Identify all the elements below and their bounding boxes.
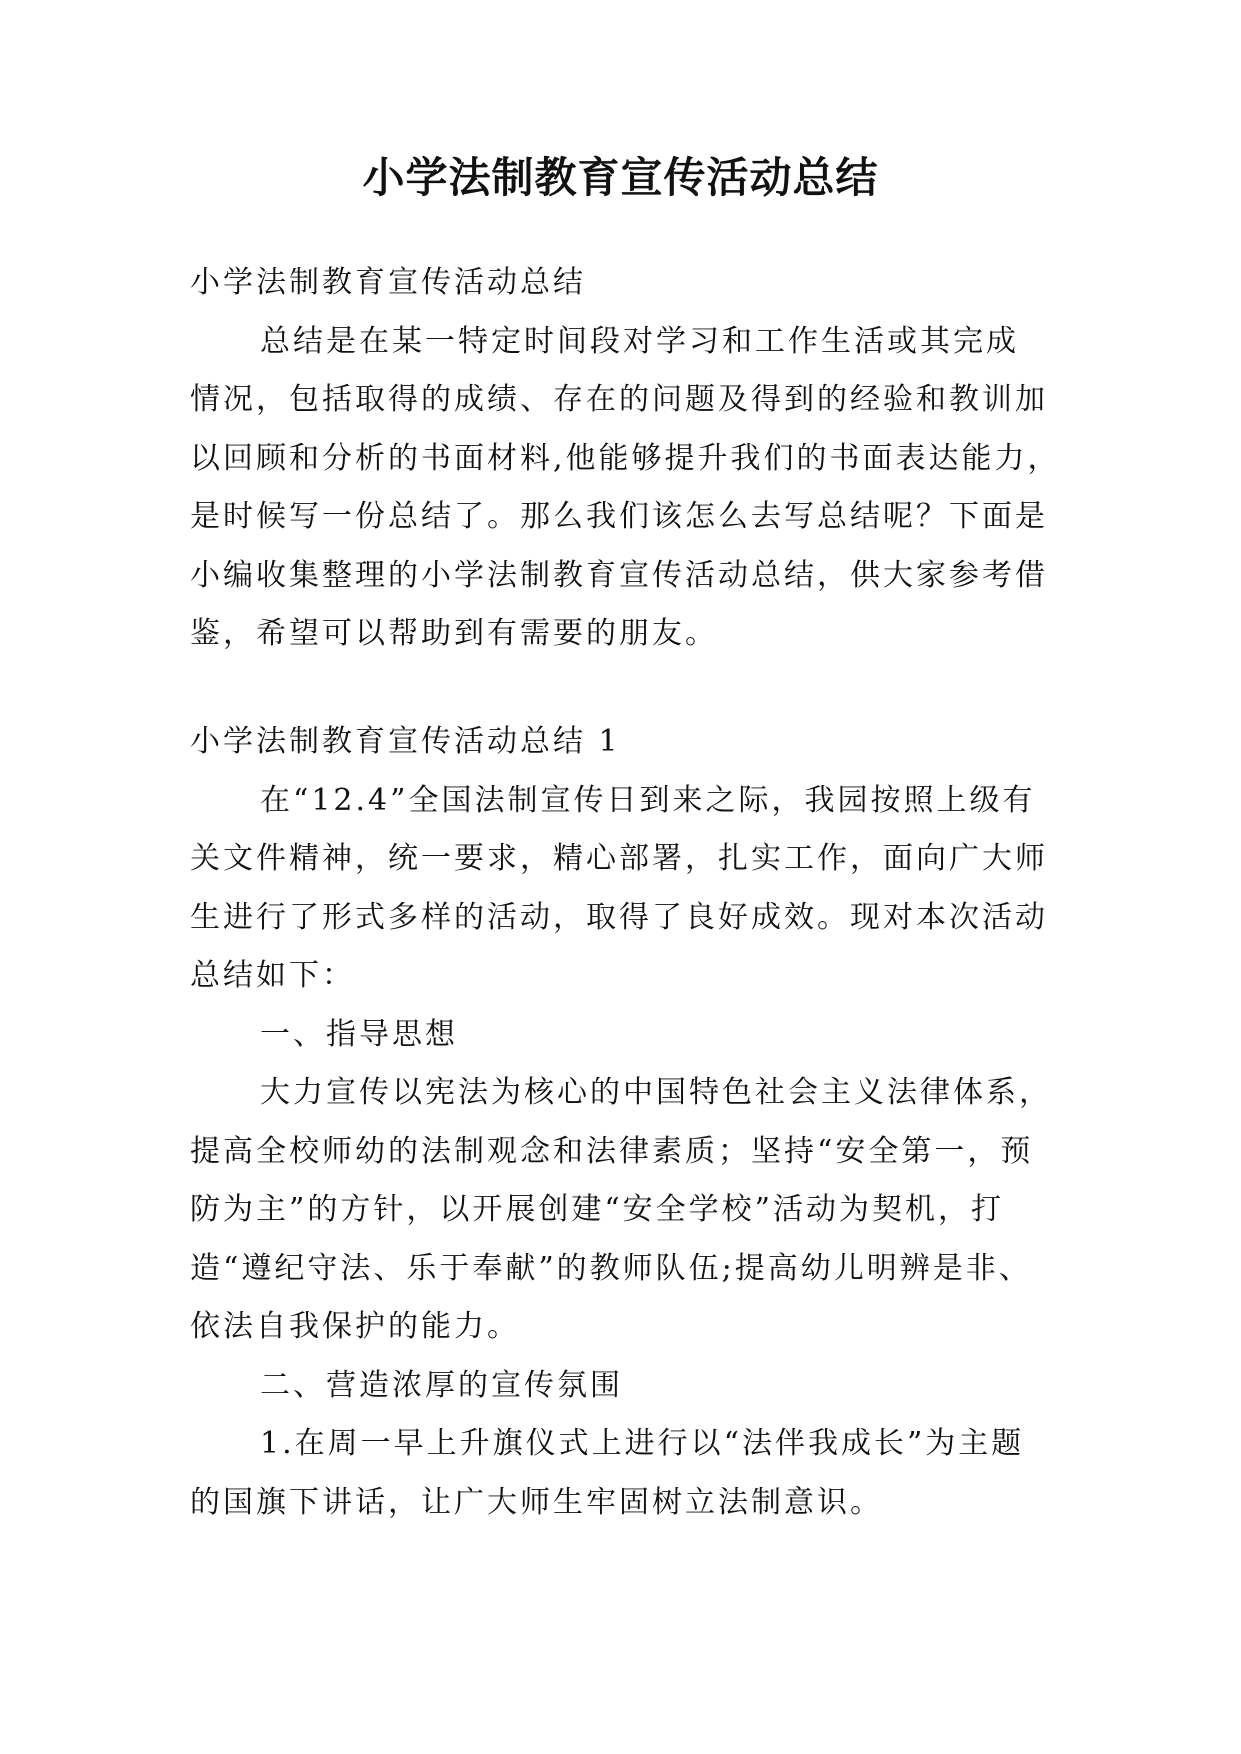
intro-paragraph-line: 总结是在某一特定时间段对学习和工作生活或其完成 <box>260 323 1019 359</box>
intro-section <box>190 254 1061 664</box>
intro-paragraph-line: 小编收集整理的小学法制教育宣传活动总结，供大家参考借 <box>190 557 1048 593</box>
paragraph-line: 生进行了形式多样的活动，取得了良好成效。现对本次活动 <box>190 899 1048 935</box>
intro-paragraph-line: 以回顾和分析的书面材料,他能够提升我们的书面表达能力， <box>190 440 1061 476</box>
subheading-atmosphere: 二、营造浓厚的宣传氛围 <box>260 1367 623 1403</box>
paragraph-line: 造“遵纪守法、乐于奉献”的教师队伍;提高幼儿明辨是非、 <box>190 1250 1032 1286</box>
section-heading: 小学法制教育宣传活动总结 1 <box>190 724 621 759</box>
paragraph-line: 在“12.4”全国法制宣传日到来之际，我园按照上级有 <box>260 782 1036 818</box>
intro-paragraph-line: 鉴，希望可以帮助到有需要的朋友。 <box>190 616 718 651</box>
summary-section-1 <box>190 713 1052 1532</box>
paragraph-line: 大力宣传以宪法为核心的中国特色社会主义法律体系， <box>260 1075 1052 1110</box>
paragraph-line: 关文件精神，统一要求，精心部署，扎实工作，面向广大师 <box>190 841 1048 876</box>
intro-heading: 小学法制教育宣传活动总结 <box>190 265 586 300</box>
subheading-guiding-ideology: 一、指导思想 <box>260 1016 458 1052</box>
document-title: 小学法制教育宣传活动总结 <box>362 153 879 202</box>
paragraph-line: 提高全校师幼的法制观念和法律素质；坚持“安全第一，预 <box>190 1133 1034 1169</box>
paragraph-line: 防为主”的方针，以开展创建“安全学校”活动为契机，打 <box>190 1192 1005 1227</box>
intro-paragraph-line: 是时候写一份总结了。那么我们该怎么去写总结呢？下面是 <box>190 499 1048 534</box>
paragraph-line: 总结如下： <box>190 958 355 993</box>
intro-paragraph-line: 情况，包括取得的成绩、存在的问题及得到的经验和教训加 <box>190 382 1048 417</box>
paragraph-line: 的国旗下讲话，让广大师生牢固树立法制意识。 <box>190 1484 883 1520</box>
paragraph-line: 依法自我保护的能力。 <box>190 1309 520 1344</box>
paragraph-line: 1.在周一早上升旗仪式上进行以“法伴我成长”为主题 <box>260 1426 1025 1461</box>
